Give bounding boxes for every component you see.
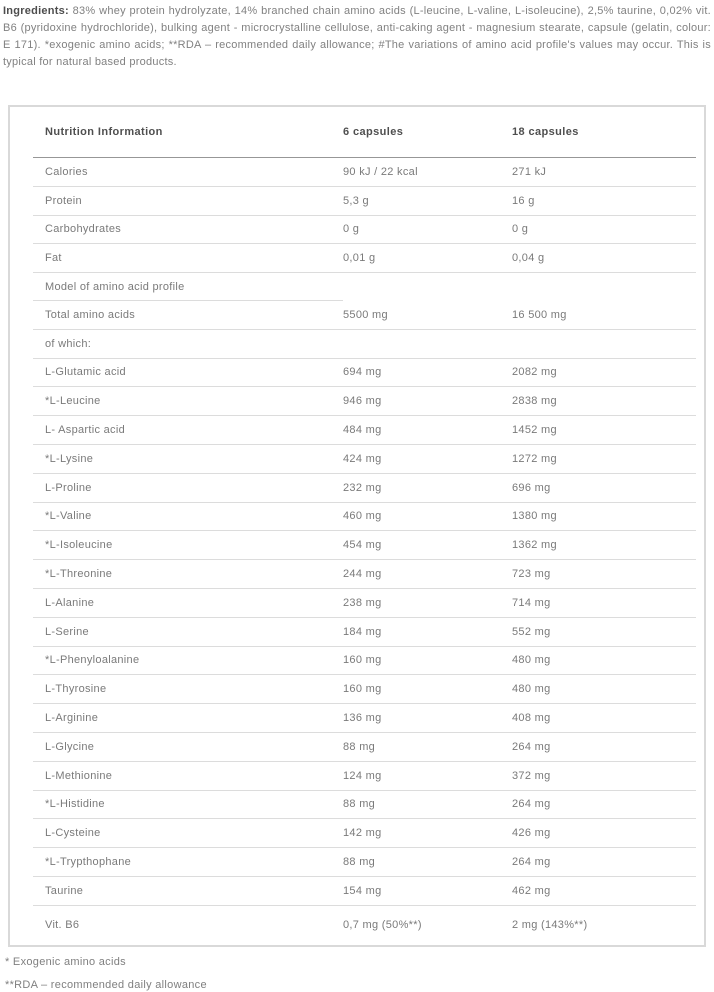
row-label: Vit. B6 [45,919,80,932]
row-label: L-Glycine [45,740,95,753]
table-row [33,158,696,187]
row-value-6-capsules: 0 g [343,223,360,236]
row-value-6-capsules: 5500 mg [343,308,388,321]
row-value-6-capsules: 238 mg [343,596,382,609]
table-row [33,791,696,820]
row-value-6-capsules: 244 mg [343,568,382,581]
table-row [33,704,696,733]
row-value-18-capsules: 16 g [512,194,535,207]
row-value-18-capsules: 696 mg [512,481,551,494]
row-value-18-capsules: 264 mg [512,798,551,811]
row-label: L- Aspartic acid [45,424,126,437]
row-value-18-capsules: 271 kJ [512,165,547,178]
row-label: *L-Lysine [45,452,94,465]
row-label: L-Arginine [45,712,99,725]
table-row [33,330,696,359]
row-value-18-capsules: 723 mg [512,568,551,581]
row-label: L-Cysteine [45,827,101,840]
row-value-18-capsules: 552 mg [512,625,551,638]
row-value-18-capsules: 264 mg [512,856,551,869]
row-label: Calories [45,165,88,178]
table-header-18-capsules: 18 capsules [512,126,579,138]
row-value-18-capsules: 1380 mg [512,510,557,523]
table-row [33,273,696,301]
row-value-6-capsules: 5,3 g [343,194,369,207]
row-label: Protein [45,194,82,207]
footnote-exogenic: * Exogenic amino acids [5,955,126,968]
row-value-6-capsules: 232 mg [343,481,382,494]
row-value-18-capsules: 264 mg [512,740,551,753]
row-value-6-capsules: 88 mg [343,740,376,753]
table-row [33,359,696,388]
row-value-18-capsules: 372 mg [512,769,551,782]
row-label: *L-Valine [45,510,92,523]
row-value-6-capsules: 88 mg [343,798,376,811]
row-value-18-capsules: 462 mg [512,884,551,897]
table-row [33,877,696,906]
table-row [33,848,696,877]
row-value-6-capsules: 90 kJ / 22 kcal [343,165,418,178]
table-row [33,216,696,245]
row-value-18-capsules: 2 mg (143%**) [512,919,588,932]
row-value-6-capsules: 136 mg [343,712,382,725]
row-value-18-capsules: 0,04 g [512,252,545,265]
row-value-18-capsules: 714 mg [512,596,551,609]
row-label: L-Methionine [45,769,113,782]
row-value-18-capsules: 1272 mg [512,452,557,465]
row-value-18-capsules: 2838 mg [512,395,557,408]
row-value-6-capsules: 88 mg [343,856,376,869]
table-row [33,675,696,704]
row-label: *L-Phenyloalanine [45,654,140,667]
table-row [33,531,696,560]
row-value-6-capsules: 946 mg [343,395,382,408]
ingredients-text: 83% whey protein hydrolyzate, 14% branched chain amino acids (L-leucine, L-valine, L-isoleucine), 2,5% taurine, 0,02% vit. B6 (pyridoxine hydrochloride), bulking agent - microcrystalline cellulose, anti-caking agent - magnesium stearate, capsule (gelatin, colour: E 171). *exogenic amino acids; **RDA – recommended daily allowance; #The variations of amino acid profile's values may occur. This is typical for natural based products. [3,5,711,68]
row-label: L-Proline [45,481,92,494]
table-row [33,387,696,416]
table-row [33,560,696,589]
ingredients-label: Ingredients: [3,5,69,17]
row-label: of which: [45,337,92,350]
table-row [33,301,696,330]
row-value-18-capsules: 426 mg [512,827,551,840]
table-header-nutrition-information: Nutrition Information [45,126,163,138]
row-value-18-capsules: 16 500 mg [512,308,567,321]
ingredients-paragraph [0,0,714,71]
row-label: L-Glutamic acid [45,366,126,379]
row-value-18-capsules: 1452 mg [512,424,557,437]
row-value-6-capsules: 142 mg [343,827,382,840]
row-value-6-capsules: 184 mg [343,625,382,638]
row-value-18-capsules: 480 mg [512,654,551,667]
table-row [33,244,696,273]
table-row [33,906,696,945]
row-label: L-Thyrosine [45,683,107,696]
row-value-18-capsules: 2082 mg [512,366,557,379]
row-label: *L-Isoleucine [45,539,113,552]
table-row [33,589,696,618]
row-label: *L-Threonine [45,568,113,581]
row-value-6-capsules: 160 mg [343,654,382,667]
row-value-18-capsules: 1362 mg [512,539,557,552]
row-label: *L-Leucine [45,395,101,408]
table-header-row [33,107,696,158]
nutrition-table [33,107,696,945]
row-value-6-capsules: 160 mg [343,683,382,696]
row-label: Fat [45,252,62,265]
footnote-rda: **RDA – recommended daily allowance [5,978,207,991]
table-row [33,187,696,216]
row-value-6-capsules: 154 mg [343,884,382,897]
row-value-6-capsules: 0,7 mg (50%**) [343,919,422,932]
table-row [33,445,696,474]
row-value-18-capsules: 408 mg [512,712,551,725]
row-value-6-capsules: 484 mg [343,424,382,437]
row-value-6-capsules: 424 mg [343,452,382,465]
row-label: Taurine [45,884,84,897]
row-label: Carbohydrates [45,223,122,236]
row-value-6-capsules: 694 mg [343,366,382,379]
row-label: L-Serine [45,625,89,638]
row-value-18-capsules: 0 g [512,223,529,236]
table-row [33,474,696,503]
row-value-18-capsules: 480 mg [512,683,551,696]
footnotes [0,955,714,992]
table-header-6-capsules: 6 capsules [343,126,404,138]
table-body [33,158,696,945]
table-row [33,647,696,676]
row-label: L-Alanine [45,596,95,609]
row-label: Total amino acids [45,308,136,321]
table-row [33,618,696,647]
nutrition-table-card [8,105,706,947]
row-label: *L-Histidine [45,798,105,811]
row-value-6-capsules: 0,01 g [343,252,376,265]
table-row [33,416,696,445]
row-value-6-capsules: 124 mg [343,769,382,782]
table-row [33,503,696,532]
row-label: Model of amino acid profile [33,273,343,301]
row-label: *L-Trypthophane [45,856,132,869]
table-row [33,762,696,791]
table-row [33,819,696,848]
row-value-6-capsules: 454 mg [343,539,382,552]
table-row [33,733,696,762]
row-value-6-capsules: 460 mg [343,510,382,523]
